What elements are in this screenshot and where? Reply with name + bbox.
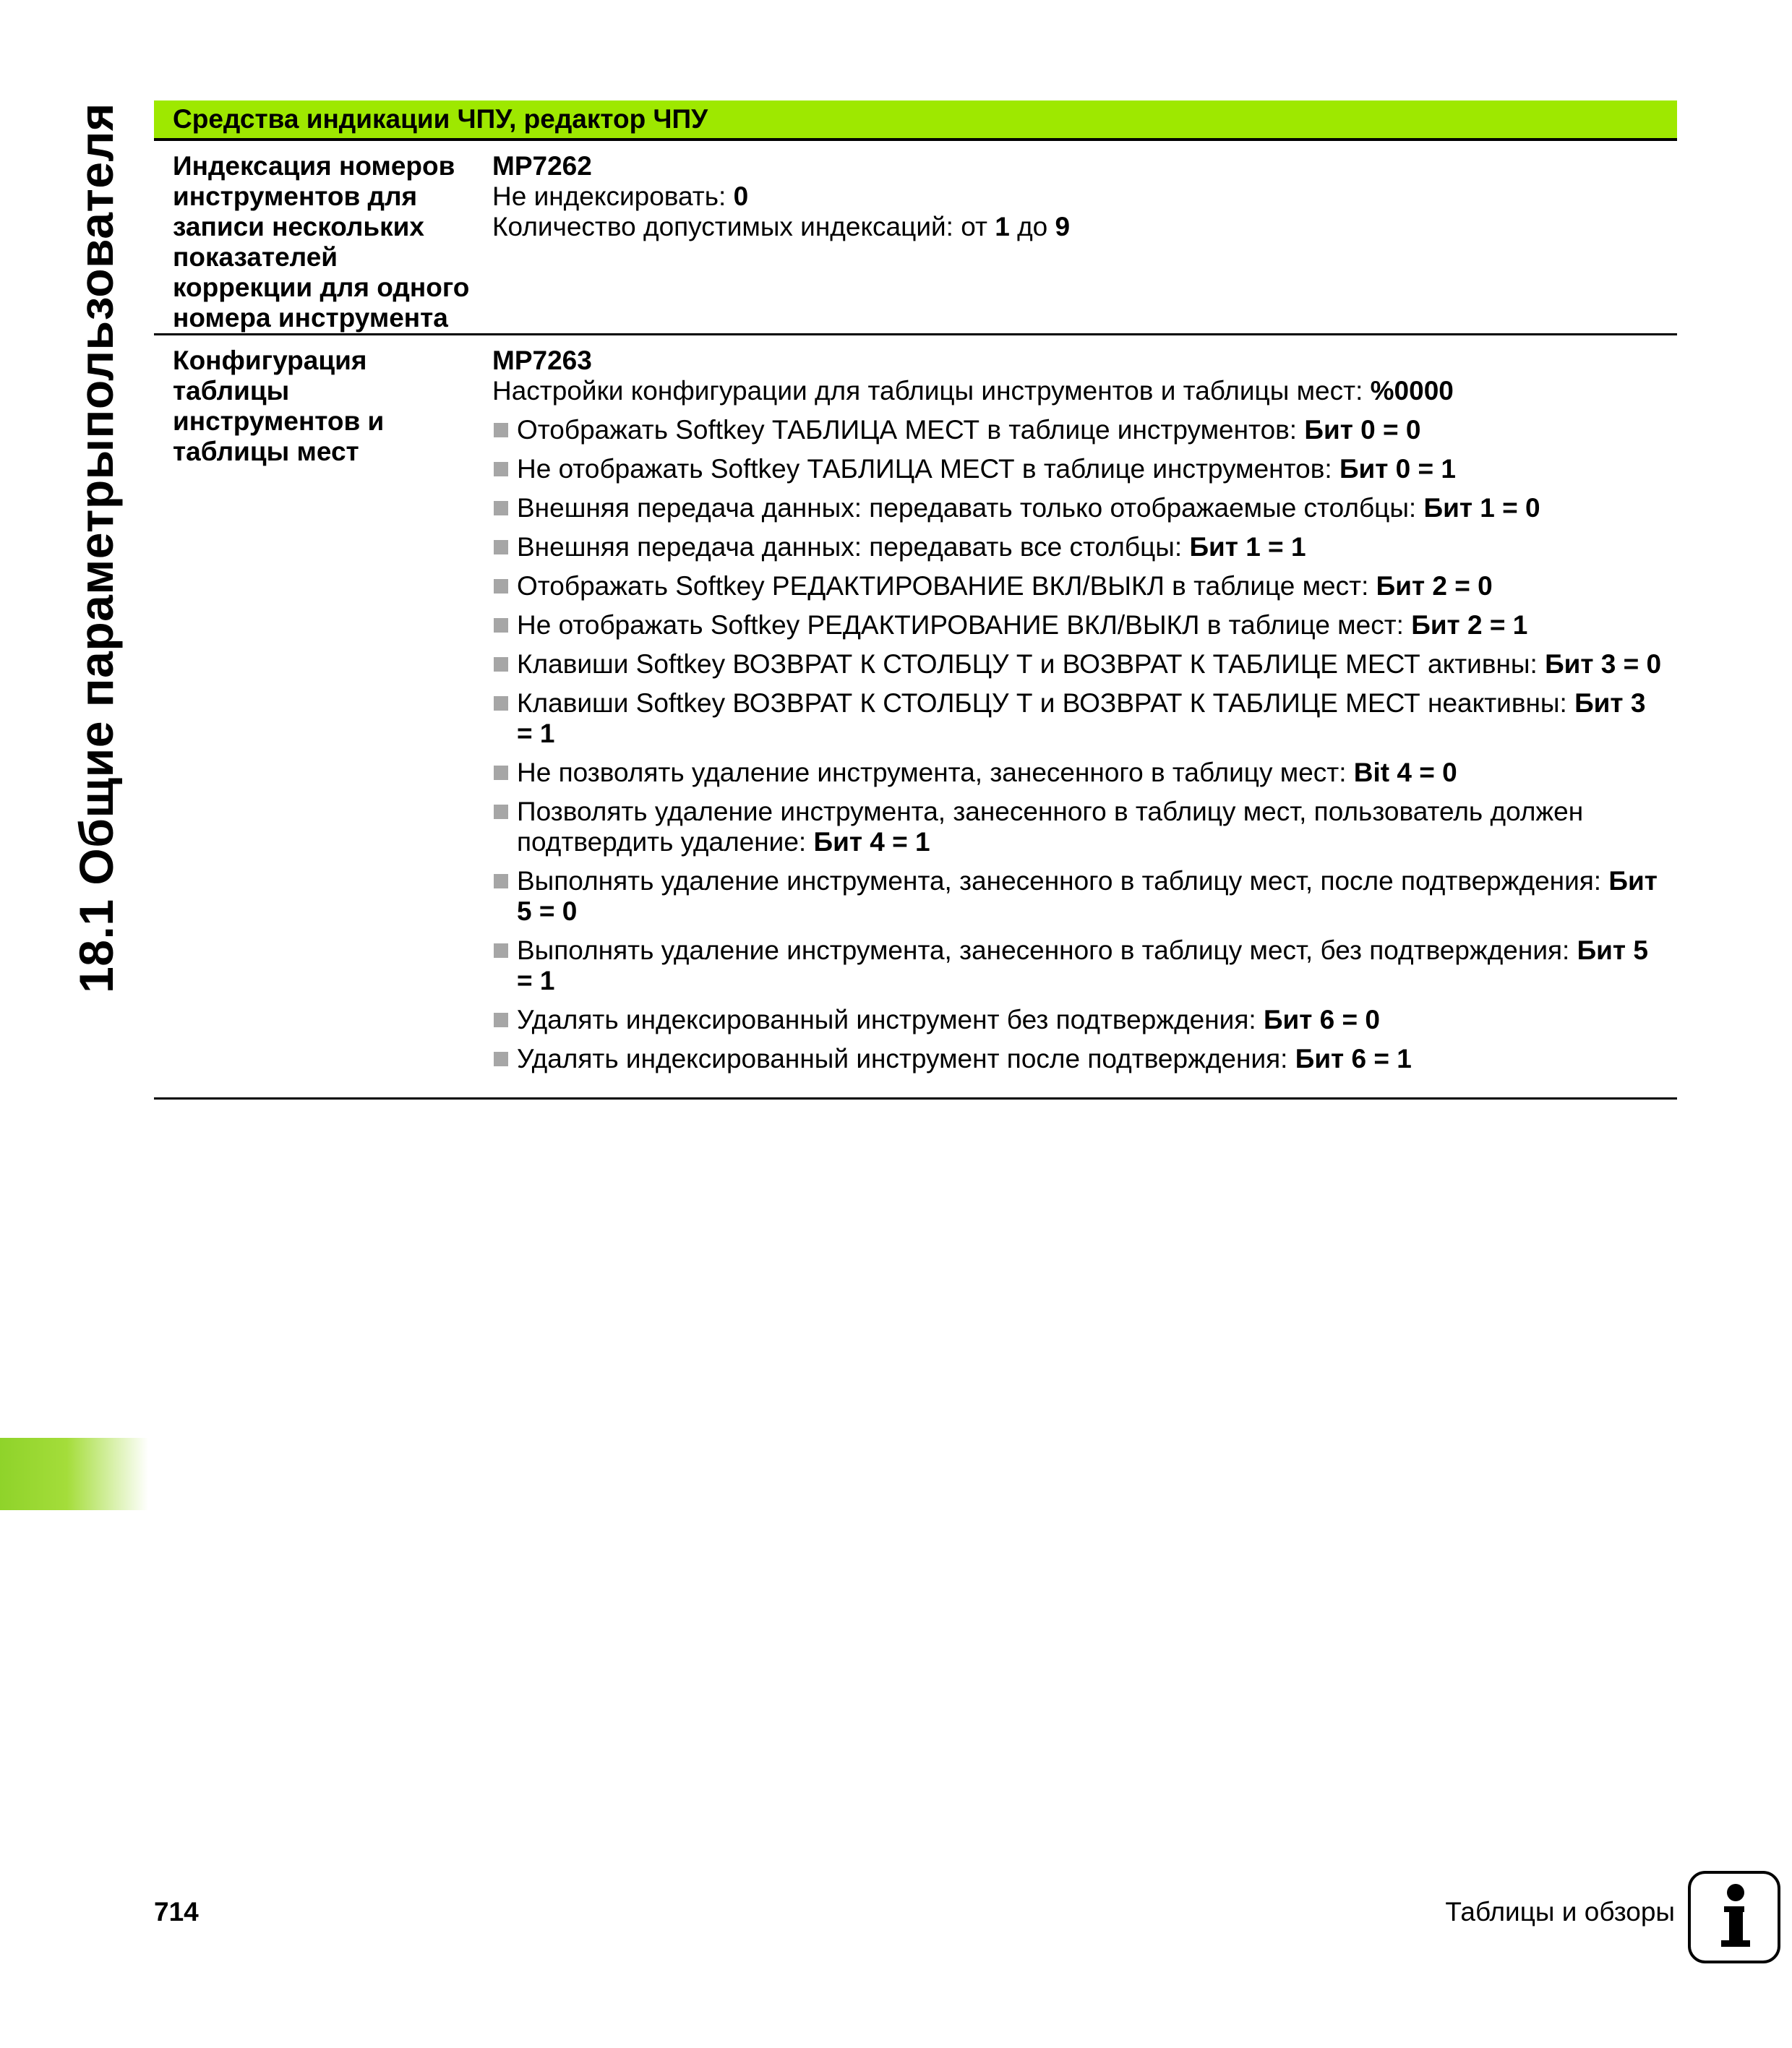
page-number: 714 <box>154 1897 199 1927</box>
parameter-line <box>492 181 1677 212</box>
bit-option-item <box>492 532 1677 562</box>
parameter-table <box>154 100 1677 1100</box>
bit-value: Бит 3 = 0 <box>1545 649 1662 679</box>
bit-value: Бит 2 = 1 <box>1411 610 1528 640</box>
range-to: 9 <box>1055 212 1071 241</box>
row-label-line: номера инструмента <box>173 303 448 333</box>
row-label-line: таблицы мест <box>173 437 359 466</box>
parameter-default-value: %0000 <box>1370 376 1454 406</box>
row-label-line: Индексация номеров <box>173 151 455 181</box>
chapter-side-title-text: 18.1 Общие параметрыпользователя <box>69 103 123 993</box>
parameter-intro <box>492 376 1677 406</box>
bit-value: Бит 1 = 1 <box>1189 532 1306 562</box>
bit-option-item <box>492 866 1677 927</box>
bit-value: Бит 5 = 1 <box>517 935 1648 995</box>
bit-option-item <box>492 454 1677 484</box>
row-label-line: инструментов для <box>173 181 418 211</box>
bit-option-text: Удалять индексированный инструмент после подтверждения: <box>517 1044 1295 1074</box>
bit-option-text: Не отображать Softkey ТАБЛИЦА МЕСТ в таблице инструментов: <box>517 454 1339 484</box>
bit-option-text: Не отображать Softkey РЕДАКТИРОВАНИЕ ВКЛ/ВЫКЛ в таблице мест: <box>517 610 1412 640</box>
chapter-side-title <box>56 100 136 996</box>
table-row <box>154 335 1677 1100</box>
bit-option-item <box>492 797 1677 857</box>
bit-option-text: Выполнять удаление инструмента, занесенного в таблицу мест, без подтверждения: <box>517 935 1577 965</box>
table-row <box>154 141 1677 335</box>
bit-option-text: Внешняя передача данных: передавать все столбцы: <box>517 532 1190 562</box>
bit-option-text: Выполнять удаление инструмента, занесенного в таблицу мест, после подтверждения: <box>517 866 1609 896</box>
bit-option-text: Позволять удаление инструмента, занесенного в таблицу мест, пользователь должен подтвердить удаление: <box>517 797 1584 857</box>
range-from: 1 <box>995 212 1010 241</box>
bit-option-text: Отображать Softkey РЕДАКТИРОВАНИЕ ВКЛ/ВЫКЛ в таблице мест: <box>517 571 1376 601</box>
bit-option-item <box>492 758 1677 788</box>
bit-option-item <box>492 493 1677 523</box>
bit-value: Бит 5 = 0 <box>517 866 1658 926</box>
bit-option-text: Не позволять удаление инструмента, занесенного в таблицу мест: <box>517 758 1354 787</box>
row-label-line: инструментов и <box>173 406 385 436</box>
row-label <box>154 335 492 1097</box>
bit-value: Бит 3 = 1 <box>517 688 1646 748</box>
bit-option-text: Клавиши Softkey ВОЗВРАТ К СТОЛБЦУ Т и ВОЗВРАТ К ТАБЛИЦЕ МЕСТ активны: <box>517 649 1546 679</box>
bit-option-text: Удалять индексированный инструмент без подтверждения: <box>517 1005 1264 1034</box>
bit-value: Bit 4 = 0 <box>1353 758 1457 787</box>
row-label-line: таблицы <box>173 376 290 406</box>
parameter-code: MP7263 <box>492 346 592 375</box>
bit-value: Бит 0 = 0 <box>1304 415 1421 445</box>
row-label-line: коррекции для одного <box>173 273 470 302</box>
row-label-line: Конфигурация <box>173 346 367 375</box>
bit-option-text: Клавиши Softkey ВОЗВРАТ К СТОЛБЦУ Т и ВОЗВРАТ К ТАБЛИЦЕ МЕСТ неактивны: <box>517 688 1575 718</box>
bit-option-item <box>492 610 1677 640</box>
bit-value: Бит 6 = 0 <box>1263 1005 1380 1034</box>
bit-option-item <box>492 1005 1677 1035</box>
parameter-line-text: Не индексировать: <box>492 181 734 211</box>
bit-value: Бит 1 = 0 <box>1423 493 1540 523</box>
bit-value: Бит 4 = 1 <box>813 827 930 857</box>
bit-option-item <box>492 688 1677 749</box>
row-label <box>154 141 492 333</box>
range-separator: до <box>1009 212 1055 241</box>
bit-option-text: Внешняя передача данных: передавать только отображаемые столбцы: <box>517 493 1424 523</box>
bit-option-item <box>492 649 1677 680</box>
parameter-line-text: Количество допустимых индексаций: от <box>492 212 995 241</box>
bit-option-item <box>492 415 1677 445</box>
row-content <box>492 335 1677 1097</box>
parameter-intro-text: Настройки конфигурации для таблицы инструментов и таблицы мест: <box>492 376 1371 406</box>
parameter-value: 0 <box>733 181 749 211</box>
bit-value: Бит 6 = 1 <box>1295 1044 1412 1074</box>
bit-option-item <box>492 571 1677 601</box>
row-content <box>492 141 1677 333</box>
row-label-line: записи нескольких <box>173 212 424 241</box>
bit-option-text: Отображать Softkey ТАБЛИЦА МЕСТ в таблице инструментов: <box>517 415 1305 445</box>
bit-value: Бит 0 = 1 <box>1339 454 1456 484</box>
table-header: Средства индикации ЧПУ, редактор ЧПУ <box>154 100 1677 141</box>
bit-options-list <box>492 415 1677 1074</box>
bit-option-item <box>492 935 1677 996</box>
bit-option-item <box>492 1044 1677 1074</box>
row-label-line: показателей <box>173 242 338 272</box>
chapter-tab-marker <box>0 1438 148 1510</box>
parameter-line <box>492 212 1677 242</box>
info-icon <box>1688 1871 1780 1963</box>
parameter-code: MP7262 <box>492 151 592 181</box>
bit-value: Бит 2 = 0 <box>1376 571 1493 601</box>
footer-section-title: Таблицы и обзоры <box>1445 1897 1675 1927</box>
